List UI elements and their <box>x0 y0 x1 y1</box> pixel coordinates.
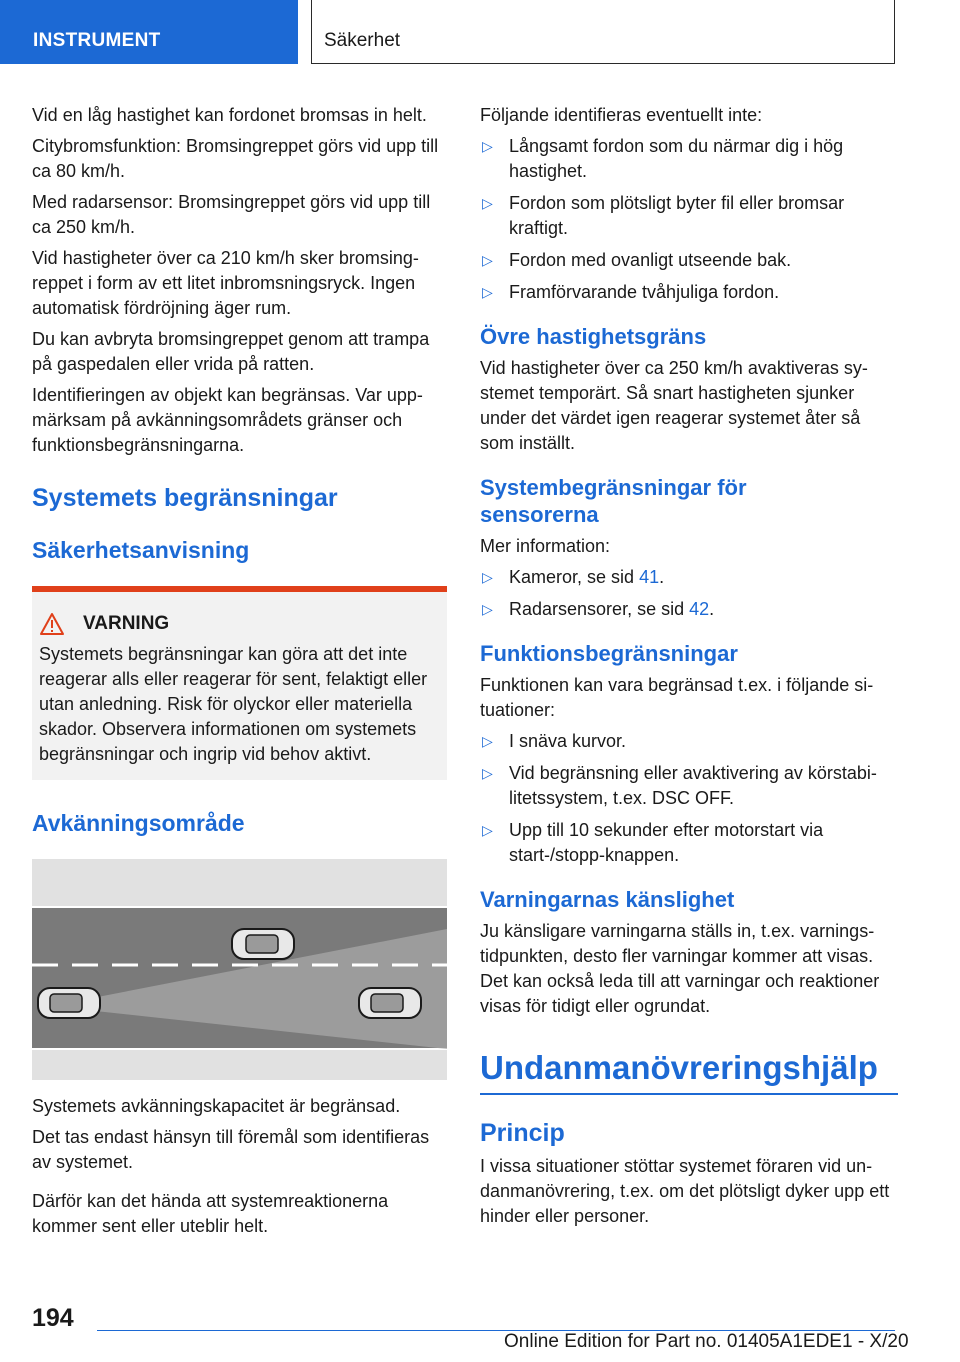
paragraph: Vid hastigheter över ca 210 km/h sker bromsingreppet i form av ett litet inbromsningsryck. Ingen automatisk fördröjning äger rum. <box>32 248 419 318</box>
bullet-triangle-icon: ▷ <box>482 822 493 838</box>
right-column <box>480 103 898 1235</box>
warning-header <box>39 612 440 636</box>
paragraph: Med radarsensor: Bromsingreppet görs vid upp till ca 250 km/h. <box>32 192 431 237</box>
warning-triangle-icon <box>39 612 65 636</box>
list-item: ▷ Kameror, se sid 41. <box>480 565 898 590</box>
heading-underline <box>480 1093 898 1095</box>
paragraph: Du kan avbryta bromsingreppet genom att trampa på gaspedalen eller vrida på ratten. <box>32 329 430 374</box>
bullet-triangle-icon: ▷ <box>482 195 493 211</box>
paragraph: Vid en låg hastighet kan fordonet bromsas in helt. <box>32 105 427 125</box>
list-item: ▷ I snäva kurvor. <box>480 729 898 754</box>
bullet-triangle-icon: ▷ <box>482 138 493 154</box>
paragraph: I vissa situationer stöttar systemet föraren vid undanmanövrering, t.ex. om det plötsligt dyker upp ett hinder eller personer. <box>480 1156 890 1226</box>
heading-detection-range: Avkänningsområde <box>32 810 245 836</box>
list-item: ▷ Radarsensorer, se sid 42. <box>480 597 898 622</box>
paragraph: Följande identifieras eventuellt inte: <box>480 105 763 125</box>
detection-range-diagram <box>32 859 447 1080</box>
section-label: INSTRUMENT <box>33 30 161 51</box>
list-item: ▷ Upp till 10 sekunder efter motorstart via start-/stopp-knappen. <box>482 820 824 865</box>
car-front-icon <box>359 988 421 1018</box>
paragraph: Systemets avkänningskapacitet är begränsad. <box>32 1096 401 1116</box>
heading-function-limits: Funktionsbegränsningar <box>480 641 738 666</box>
warning-label: VARNING <box>83 613 170 634</box>
list-item: ▷ Fordon med ovanligt utseende bak. <box>480 248 898 273</box>
heading-limits: Systemets begränsningar <box>32 484 338 512</box>
function-limits-list <box>480 729 898 868</box>
bullet-triangle-icon: ▷ <box>482 765 493 781</box>
paragraph: Identifieringen av objekt kan begränsas. Var uppmärksam på avkänningsområdets gränser och funktionsbegränsningarna. <box>32 385 423 455</box>
edition-text: Online Edition for Part no. 01405A1EDE1 - X/20 <box>504 1331 909 1352</box>
heading-sensor-limits: Systembegränsningar för sensorerna <box>480 475 747 527</box>
bullet-triangle-icon: ▷ <box>482 284 493 300</box>
page-header <box>311 0 895 64</box>
paragraph: Funktionen kan vara begränsad t.ex. i följande situationer: <box>480 675 874 720</box>
paragraph: Ju känsligare varningarna ställs in, t.ex. varningstidpunkten, desto fler varningar kommer att visas. Det kan också leda till att varningar och reaktioner visas för tidigt eller ogrundat. <box>480 921 880 1016</box>
list-item: ▷ Vid begränsning eller avaktivering av körstabilitetssystem, t.ex. DSC OFF. <box>482 763 877 808</box>
list-item: ▷ Framförvarande tvåhjuliga fordon. <box>480 280 898 305</box>
paragraph: Det tas endast hänsyn till föremål som identifieras av systemet. <box>32 1127 430 1172</box>
unidentified-list <box>480 134 898 305</box>
paragraph: Vid hastigheter över ca 250 km/h avaktiveras systemet temporärt. Så snart hastigheten sjunker under det värdet igen reagerar systemet åter så som inställt. <box>480 358 868 453</box>
bullet-triangle-icon: ▷ <box>482 569 493 585</box>
own-car-icon <box>38 988 100 1018</box>
list-item: ▷ Fordon som plötsligt byter fil eller bromsar kraftigt. <box>482 193 845 238</box>
bullet-triangle-icon: ▷ <box>482 601 493 617</box>
car-ahead-icon <box>232 929 294 959</box>
page-title: Säkerhet <box>324 30 401 51</box>
left-column <box>32 103 450 1245</box>
list-item: ▷ Långsamt fordon som du närmar dig i hög hastighet. <box>482 136 844 181</box>
bullet-triangle-icon: ▷ <box>482 252 493 268</box>
heading-principle: Princip <box>480 1119 565 1147</box>
paragraph: Citybromsfunktion: Bromsingreppet görs vid upp till ca 80 km/h. <box>32 136 439 181</box>
heading-evasion-aid: Undanmanövreringshjälp <box>480 1049 878 1086</box>
page-link-cameras[interactable]: 41 <box>639 567 660 587</box>
warning-box <box>32 586 447 780</box>
section-tab <box>0 0 298 64</box>
heading-upper-speed: Övre hastighetsgräns <box>480 324 707 349</box>
heading-warning-sensitivity: Varningarnas känslighet <box>480 887 735 912</box>
more-info-list <box>480 565 898 622</box>
page-link-radar[interactable]: 42 <box>689 599 710 619</box>
paragraph: Mer information: <box>480 536 611 556</box>
paragraph: Därför kan det hända att systemreaktionerna kommer sent eller uteblir helt. <box>32 1191 389 1236</box>
heading-safety: Säkerhetsanvisning <box>32 537 250 563</box>
warning-text: Systemets begränsningar kan göra att det inte reagerar alls eller reagerar för sent, felaktigt eller utan anledning. Risk för olyckor eller materiella skador. Observera informationen om systemets begränsningar och ingrip vid behov aktivt. <box>39 644 428 764</box>
page-number: 194 <box>32 1304 74 1332</box>
road-illustration <box>32 859 447 1080</box>
bullet-triangle-icon: ▷ <box>482 733 493 749</box>
